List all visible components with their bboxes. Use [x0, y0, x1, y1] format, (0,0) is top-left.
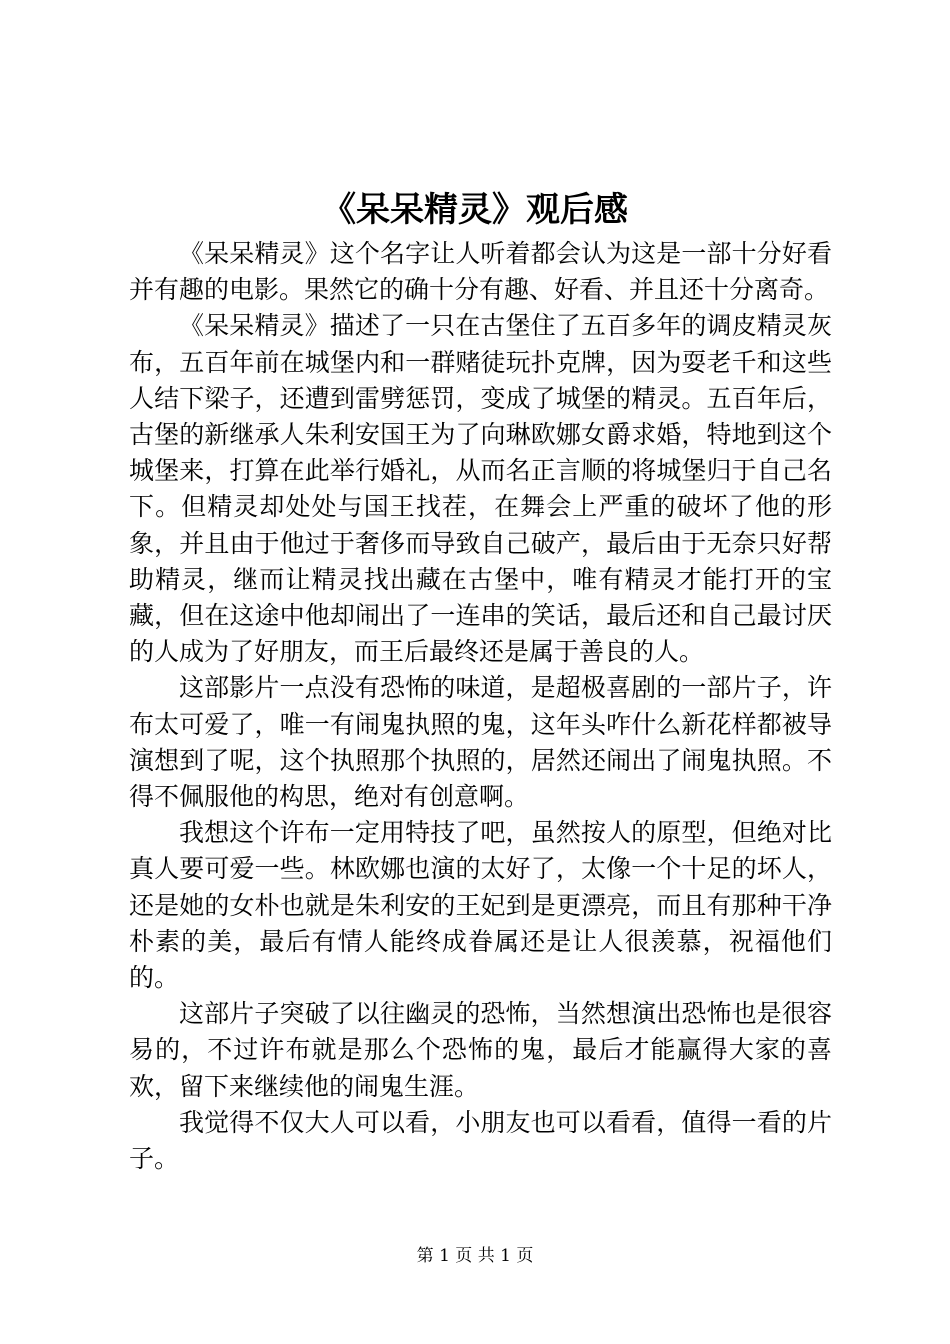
- paragraph: 我觉得不仅大人可以看，小朋友也可以看看，值得一看的片子。: [129, 1107, 832, 1174]
- paragraph: 《呆呆精灵》描述了一只在古堡住了五百多年的调皮精灵灰布，五百年前在城堡内和一群赌徒玩扑克牌，因为耍老千和这些人结下梁子，还遭到雷劈惩罚，变成了城堡的精灵。五百年后，古堡的新继承人朱利安国王为了向琳欧娜女爵求婚，特地到这个城堡来，打算在此举行婚礼，从而名正言顺的将城堡归于自己名下。但精灵却处处与国王找茬，在舞会上严重的破坏了他的形象，并且由于他过于奢侈而导致自己破产，最后由于无奈只好帮助精灵，继而让精灵找出藏在古堡中，唯有精灵才能打开的宝藏，但在这途中他却闹出了一连串的笑话，最后还和自己最讨厌的人成为了好朋友，而王后最终还是属于善良的人。: [129, 311, 832, 667]
- document-title: 《呆呆精灵》观后感: [322, 190, 628, 230]
- document-body: [129, 236, 832, 1177]
- paragraph: 《呆呆精灵》这个名字让人听着都会认为这是一部十分好看并有趣的电影。果然它的确十分有趣、好看、并且还十分离奇。: [129, 239, 832, 305]
- page-footer: 第 1 页 共 1 页: [416, 1246, 534, 1266]
- paragraph: 这部片子突破了以往幽灵的恐怖，当然想演出恐怖也是很容易的，不过许布就是那么个恐怖的鬼，最后才能赢得大家的喜欢，留下来继续他的闹鬼生涯。: [129, 999, 832, 1101]
- paragraph: 我想这个许布一定用特技了吧，虽然按人的原型，但绝对比真人要可爱一些。林欧娜也演的太好了，太像一个十足的坏人，还是她的女朴也就是朱利安的王妃到是更漂亮，而且有那种干净朴素的美，最后有情人能终成眷属还是让人很羡慕，祝福他们的。: [129, 818, 832, 993]
- paragraph: 这部影片一点没有恐怖的味道，是超极喜剧的一部片子，许布太可爱了，唯一有闹鬼执照的鬼，这年头咋什么新花样都被导演想到了呢，这个执照那个执照的，居然还闹出了闹鬼执照。不得不佩服他的构思，绝对有创意啊。: [129, 673, 832, 812]
